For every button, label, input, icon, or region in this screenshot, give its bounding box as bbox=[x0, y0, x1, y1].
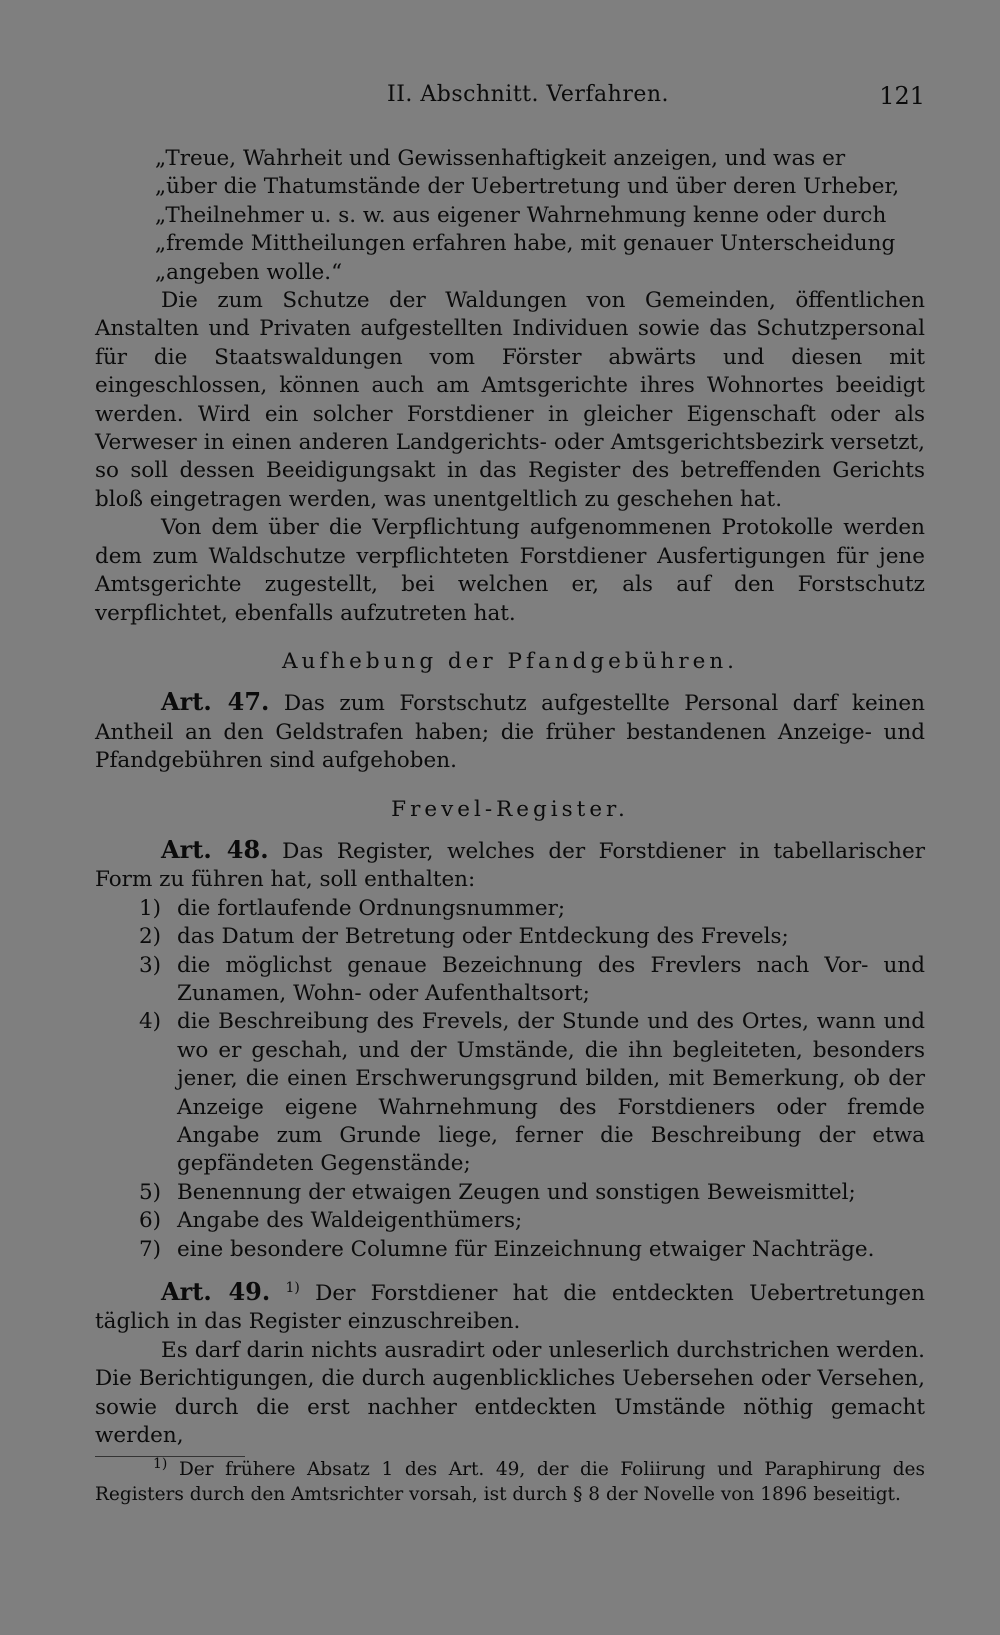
footnote: $^{1)}$ Der frühere Absatz 1 des Art. 49, der die Foliirung und Paraphirung des Registers durch den Amtsrichter vorsah, ist durch § 8 der Novelle von 1896 beseitigt. bbox=[95, 1456, 925, 1506]
list-item bbox=[95, 952, 925, 1009]
intro-quote bbox=[95, 145, 925, 287]
article-number: Art. 47. bbox=[161, 687, 270, 717]
list-item-number: 6) bbox=[139, 1208, 162, 1234]
list-item-text: die möglichst genaue Bezeichnung des Frevlers nach Vor- und Zunamen, Wohn- oder Aufenthaltsort; bbox=[177, 952, 925, 1006]
list-item bbox=[95, 1179, 925, 1207]
list-item-text: eine besondere Columne für Einzeichnung etwaiger Nachträge. bbox=[177, 1236, 875, 1262]
article-47 bbox=[95, 688, 925, 775]
list-item bbox=[95, 1008, 925, 1178]
list-item-text: das Datum der Betretung oder Entdeckung des Frevels; bbox=[177, 924, 789, 950]
list-item-number: 2) bbox=[139, 924, 162, 950]
section-heading-pfandgebuehren: Aufhebung der Pfandgebühren. bbox=[281, 648, 739, 674]
quote-line: „Theilnehmer u. s. w. aus eigener Wahrnehmung kenne oder durch bbox=[155, 202, 887, 228]
list-item-text: Angabe des Waldeigenthümers; bbox=[177, 1208, 523, 1234]
article-text: Das Register, welches der Forstdiener in tabellarischer Form zu führen hat, soll enthalten: bbox=[95, 838, 925, 893]
list-item-number: 7) bbox=[139, 1236, 162, 1262]
list-item-number: 3) bbox=[139, 952, 162, 978]
running-head: II. Abschnitt. Verfahren. bbox=[387, 82, 670, 107]
list-item-text: Benennung der etwaigen Zeugen und sonstigen Beweismittel; bbox=[177, 1179, 856, 1205]
article-49 bbox=[95, 1278, 925, 1337]
article-number: Art. 49. bbox=[161, 1277, 271, 1307]
list-item bbox=[95, 1236, 925, 1264]
article-number: Art. 48. bbox=[161, 834, 269, 864]
list-item-number: 1) bbox=[139, 895, 162, 921]
list-item bbox=[95, 1207, 925, 1235]
paragraph-oath: Die zum Schutze der Waldungen von Gemeinden, öffentlichen Anstalten und Privaten aufgestellten Individuen sowie das Schutzpersonal für die Staatswaldungen vom Förster abwärts und diesen mit eingeschlossen, können auch am Amtsgerichte ihres Wohnortes beeidigt werden. Wird ein solcher Forstdiener in gleicher Eigenschaft oder als Verweser in einen anderen Landgerichts- oder Amtsgerichtsbezirk versetzt, so soll dessen Beeidigungsakt in das Register des betreffenden Gerichts bloß eingetragen werden, was unentgeltlich zu geschehen hat. bbox=[95, 288, 925, 512]
page-number: 121 bbox=[879, 82, 925, 110]
footnote-text: Der frühere Absatz 1 des Art. 49, der die Foliirung und Paraphirung des Registers durch den Amtsrichter vorsah, ist durch § 8 der Novelle von 1896 beseitigt. bbox=[95, 1459, 925, 1506]
article-text: Der Forstdiener hat die entdeckten Uebertretungen täglich in das Register einzuschreiben. bbox=[95, 1281, 925, 1335]
footnote-reference: 1) bbox=[285, 1279, 300, 1296]
article-48 bbox=[95, 836, 925, 895]
list-item bbox=[95, 923, 925, 951]
list-item bbox=[95, 895, 925, 923]
register-contents-list bbox=[95, 895, 925, 1264]
paragraph-protocol: Von dem über die Verpflichtung aufgenommenen Protokolle werden dem zum Waldschutze verpflichteten Forstdiener Ausfertigungen für jene Amtsgerichte zugestellt, bei welchen er, als auf den Forstschutz verpflichtet, ebenfalls aufzutreten hat. bbox=[95, 515, 925, 626]
page-body bbox=[95, 145, 925, 1507]
page-header bbox=[95, 82, 925, 114]
quote-line: „fremde Mittheilungen erfahren habe, mit genauer Unterscheidung bbox=[155, 231, 896, 257]
quote-line: „Treue, Wahrheit und Gewissenhaftigkeit anzeigen, und was er bbox=[155, 146, 846, 171]
quote-line: „über die Thatumstände der Uebertretung und über deren Urheber, bbox=[155, 174, 900, 200]
article-text: Das zum Forstschutz aufgestellte Personal darf keinen Antheil an den Geldstrafen haben; die früher bestandenen Anzeige- und Pfandgebühren sind aufgehoben. bbox=[95, 691, 925, 774]
quote-line: „angeben wolle.“ bbox=[155, 259, 343, 285]
list-item-text: die Beschreibung des Frevels, der Stunde und des Ortes, wann und wo er geschah, und der Umstände, die ihn begleiteten, besonders jener, die einen Erschwerungsgrund bilden, mit Bemerkung, ob der Anzeige eigene Wahrnehmung des Forstdieners oder fremde Angabe zum Grunde liege, ferner die Beschreibung der etwa gepfändeten Gegenstände; bbox=[177, 1009, 925, 1177]
list-item-number: 4) bbox=[139, 1009, 162, 1035]
list-item-text: die fortlaufende Ordnungsnummer; bbox=[177, 895, 566, 921]
list-item-number: 5) bbox=[139, 1179, 162, 1205]
section-heading-frevel-register: Frevel-Register. bbox=[391, 796, 629, 822]
paragraph-corrections: Es darf darin nichts ausradirt oder unleserlich durchstrichen werden. Die Berichtigungen, die durch augenblickliches Uebersehen oder Versehen, sowie durch die erst nachher entdeckten Umstände nöthig gemacht werden, bbox=[95, 1337, 925, 1449]
